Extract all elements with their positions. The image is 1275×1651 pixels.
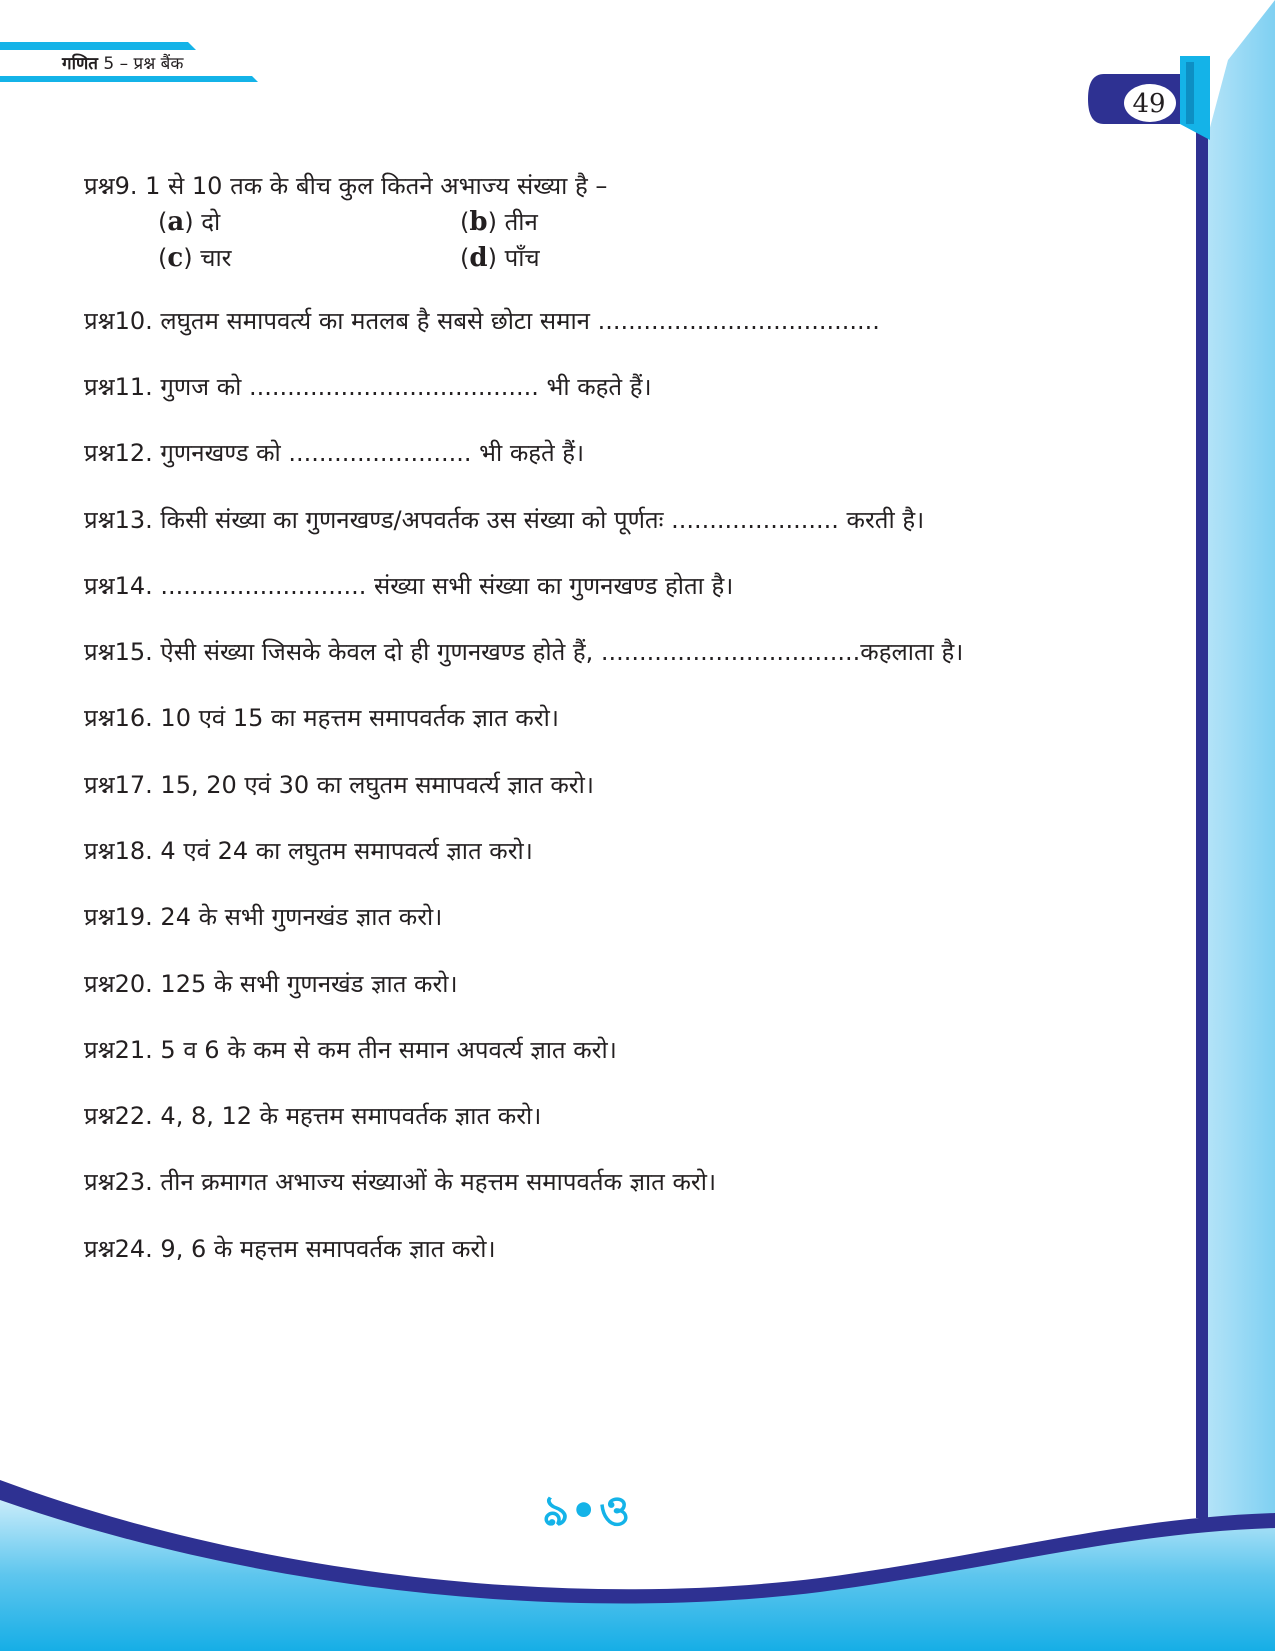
question-18: प्रश्न18. 4 एवं 24 का लघुतम समापवर्त्य ज्ञात करो।: [84, 837, 533, 865]
header-subject: गणित: [62, 54, 98, 74]
header-class: 5: [103, 54, 115, 74]
option-b-letter: b: [469, 207, 488, 237]
question-19: प्रश्न19. 24 के सभी गुणनखंड ज्ञात करो।: [84, 903, 443, 931]
option-a: (a) दो: [158, 207, 221, 237]
option-a-label: दो: [201, 208, 221, 236]
question-22: प्रश्न22. 4, 8, 12 के महत्तम समापवर्तक ज्ञात करो।: [84, 1102, 542, 1130]
header-separator: –: [119, 54, 129, 74]
question-10: प्रश्न10. लघुतम समापवर्त्य का मतलब है सबसे छोटा समान .....................................: [84, 307, 880, 335]
option-a-letter: a: [167, 207, 185, 237]
option-d: (d) पाँच: [460, 243, 540, 273]
question-20: प्रश्न20. 125 के सभी गुणनखंड ज्ञात करो।: [84, 970, 458, 998]
question-15: प्रश्न15. ऐसी संख्या जिसके केवल दो ही गुणनखण्ड होते हैं, ..................................कहलाता है।: [84, 638, 964, 666]
vertical-bar: [1196, 118, 1208, 1518]
page-number: 49: [1132, 89, 1166, 119]
bottom-wave: [0, 1480, 1275, 1651]
header-book: प्रश्न बैंक: [133, 54, 184, 74]
question-14: प्रश्न14. ........................... संख्या सभी संख्या का गुणनखण्ड होता है।: [84, 572, 734, 600]
question-17: प्रश्न17. 15, 20 एवं 30 का लघुतम समापवर्त्य ज्ञात करो।: [84, 771, 594, 799]
option-d-letter: d: [469, 243, 488, 273]
option-b-label: तीन: [504, 208, 538, 236]
question-13: प्रश्न13. किसी संख्या का गुणनखण्ड/अपवर्तक उस संख्या को पूर्णतः ...................... करती है।: [84, 506, 925, 534]
header-title: [62, 51, 183, 74]
question-12: प्रश्न12. गुणनखण्ड को ........................ भी कहते हैं।: [84, 439, 585, 467]
footer-ornament: ঌ•ও: [543, 1486, 633, 1535]
question-21: प्रश्न21. 5 व 6 के कम से कम तीन समान अपवर्त्य ज्ञात करो।: [84, 1036, 617, 1064]
option-c-letter: c: [167, 243, 184, 273]
option-c: (c) चार: [158, 243, 232, 273]
question-9: प्रश्न9. 1 से 10 तक के बीच कुल कितने अभाज्य संख्या है –: [84, 172, 608, 200]
question-23: प्रश्न23. तीन क्रमागत अभाज्य संख्याओं के महत्तम समापवर्तक ज्ञात करो।: [84, 1168, 717, 1196]
side-band: [1204, 0, 1275, 1651]
question-11: प्रश्न11. गुणज को ...................................... भी कहते हैं।: [84, 373, 652, 401]
option-b: (b) तीन: [460, 207, 538, 237]
option-d-label: पाँच: [504, 244, 540, 272]
option-c-label: चार: [200, 244, 232, 272]
question-16: प्रश्न16. 10 एवं 15 का महत्तम समापवर्तक ज्ञात करो।: [84, 704, 559, 732]
question-24: प्रश्न24. 9, 6 के महत्तम समापवर्तक ज्ञात करो।: [84, 1235, 496, 1263]
